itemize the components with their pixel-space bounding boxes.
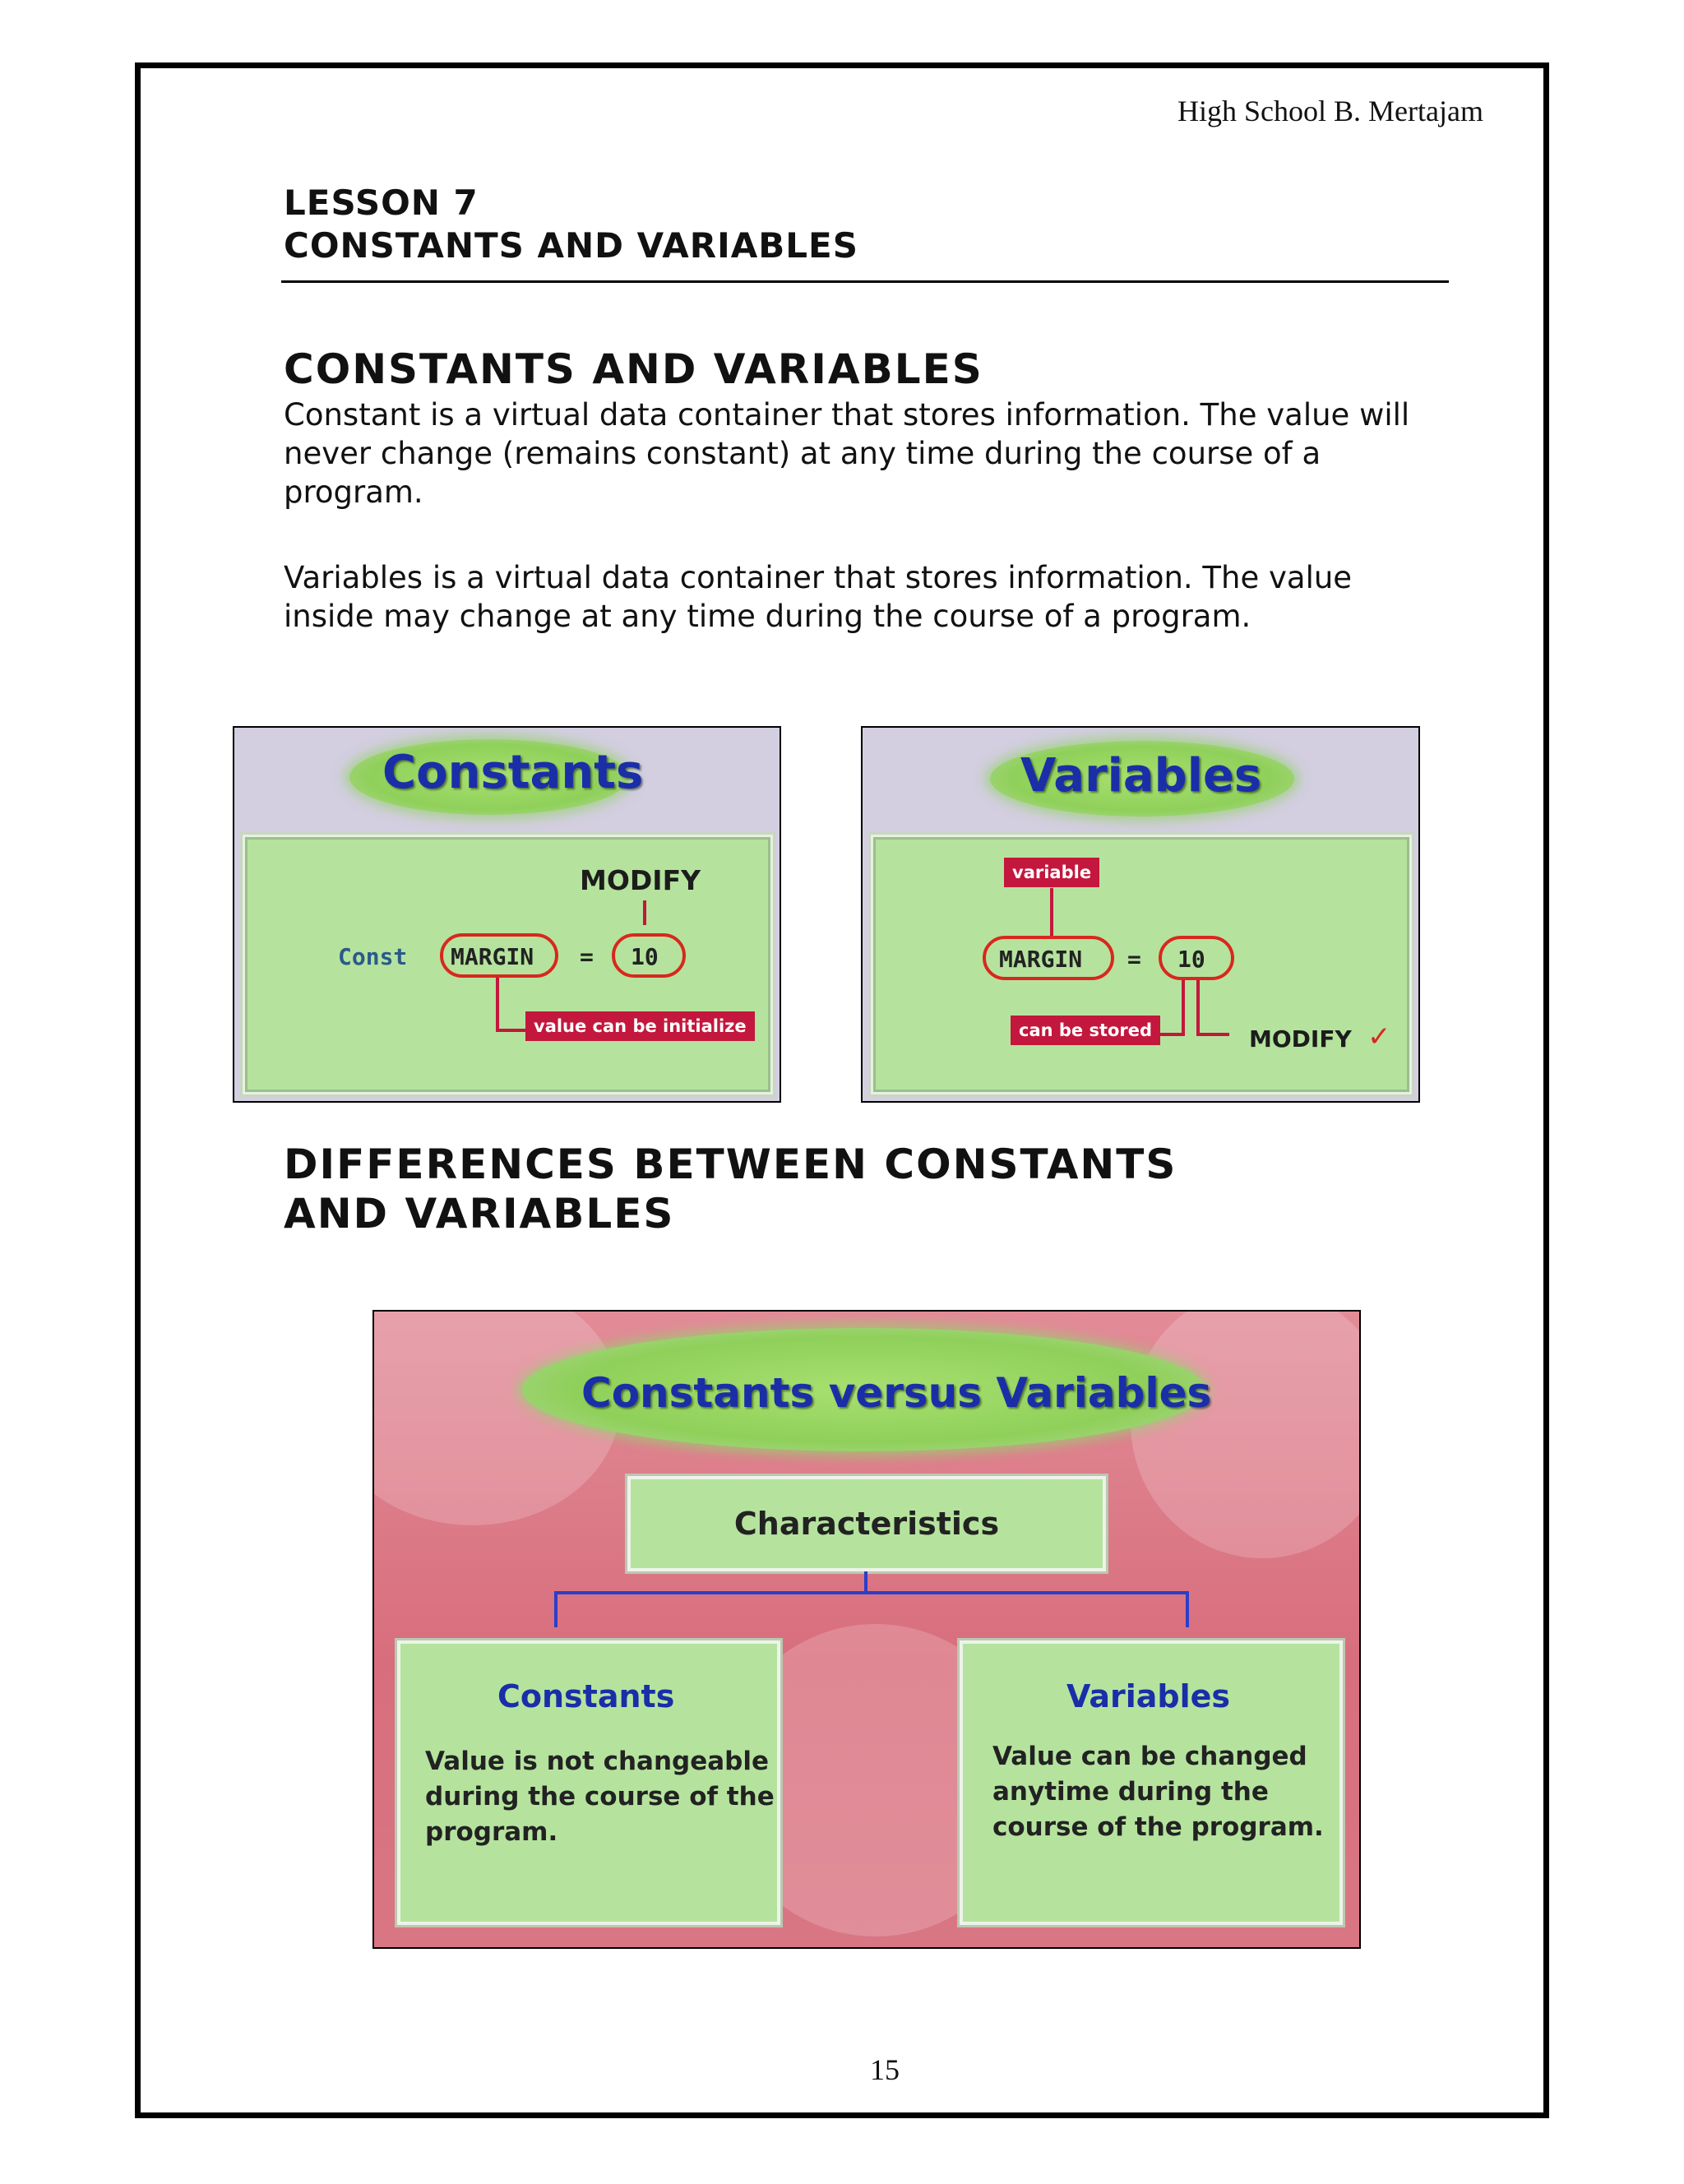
initialize-label: value can be initialize — [525, 1011, 755, 1041]
heading-line: DIFFERENCES BETWEEN CONSTANTS — [284, 1141, 1177, 1188]
arrow-line — [643, 900, 646, 925]
text-line: program. — [425, 1817, 558, 1847]
modify-label: MODIFY — [1249, 1025, 1352, 1053]
variable-value: 10 — [1177, 946, 1205, 973]
variable-name: MARGIN — [999, 946, 1083, 973]
variable-label: variable — [1004, 858, 1099, 887]
connector-line — [496, 1029, 525, 1032]
connector-line — [1196, 980, 1200, 1036]
constant-value: 10 — [631, 943, 659, 970]
text-line: Value can be changed — [992, 1742, 1307, 1771]
stored-label: can be stored — [1011, 1016, 1160, 1045]
text-line: Value is not changeable — [425, 1747, 769, 1776]
text-line: program. — [284, 474, 423, 510]
heading-line: AND VARIABLES — [284, 1190, 675, 1238]
connector-line — [1182, 980, 1185, 1036]
variables-slide-image — [861, 726, 1420, 1103]
background-decoration — [1131, 1310, 1361, 1558]
section-heading-constants-variables: CONSTANTS AND VARIABLES — [284, 345, 983, 393]
text-line: never change (remains constant) at any time during the course of a — [284, 436, 1321, 471]
constants-box-title: Constants — [497, 1678, 675, 1714]
tree-connector — [554, 1591, 557, 1627]
constants-box-text — [425, 1744, 775, 1850]
header-school-name: High School B. Mertajam — [1177, 95, 1483, 127]
lesson-title: CONSTANTS AND VARIABLES — [284, 225, 858, 266]
constant-name: MARGIN — [451, 943, 534, 970]
connector-line — [496, 978, 499, 1032]
text-line: course of the program. — [992, 1812, 1324, 1842]
tree-connector — [1186, 1591, 1189, 1627]
section-heading-differences — [284, 1140, 1177, 1238]
const-keyword: Const — [338, 943, 408, 970]
tree-connector — [554, 1591, 1189, 1594]
connector-line — [1196, 1033, 1229, 1036]
slide-title: Variables — [1020, 749, 1262, 803]
check-icon: ✓ — [1367, 1020, 1391, 1053]
code-panel — [871, 835, 1412, 1094]
comparison-slide-image — [372, 1310, 1361, 1949]
text-line: inside may change at any time during the course of a program. — [284, 599, 1251, 634]
text-line: during the course of the — [425, 1782, 775, 1812]
variables-box-title: Variables — [1066, 1678, 1230, 1714]
equals-sign: = — [1127, 946, 1141, 973]
constants-slide-image — [233, 726, 781, 1103]
text-line: Variables is a virtual data container that stores information. The value — [284, 560, 1353, 595]
text-line: Constant is a virtual data container that stores information. The value will — [284, 397, 1410, 433]
lesson-number: LESSON 7 — [284, 183, 479, 223]
tree-connector — [864, 1571, 867, 1593]
equals-sign: = — [580, 943, 594, 970]
modify-label: MODIFY — [580, 864, 701, 896]
characteristics-label: Characteristics — [733, 1506, 1000, 1542]
connector-line — [1050, 888, 1053, 936]
variable-definition — [284, 558, 1352, 636]
page-number: 15 — [870, 2053, 900, 2086]
slide-title: Constants — [382, 746, 644, 799]
slide-title: Constants versus Variables — [581, 1369, 1212, 1417]
header-rule — [281, 280, 1449, 283]
variables-box-text — [992, 1739, 1324, 1845]
constant-definition — [284, 396, 1409, 511]
text-line: anytime during the — [992, 1777, 1269, 1807]
